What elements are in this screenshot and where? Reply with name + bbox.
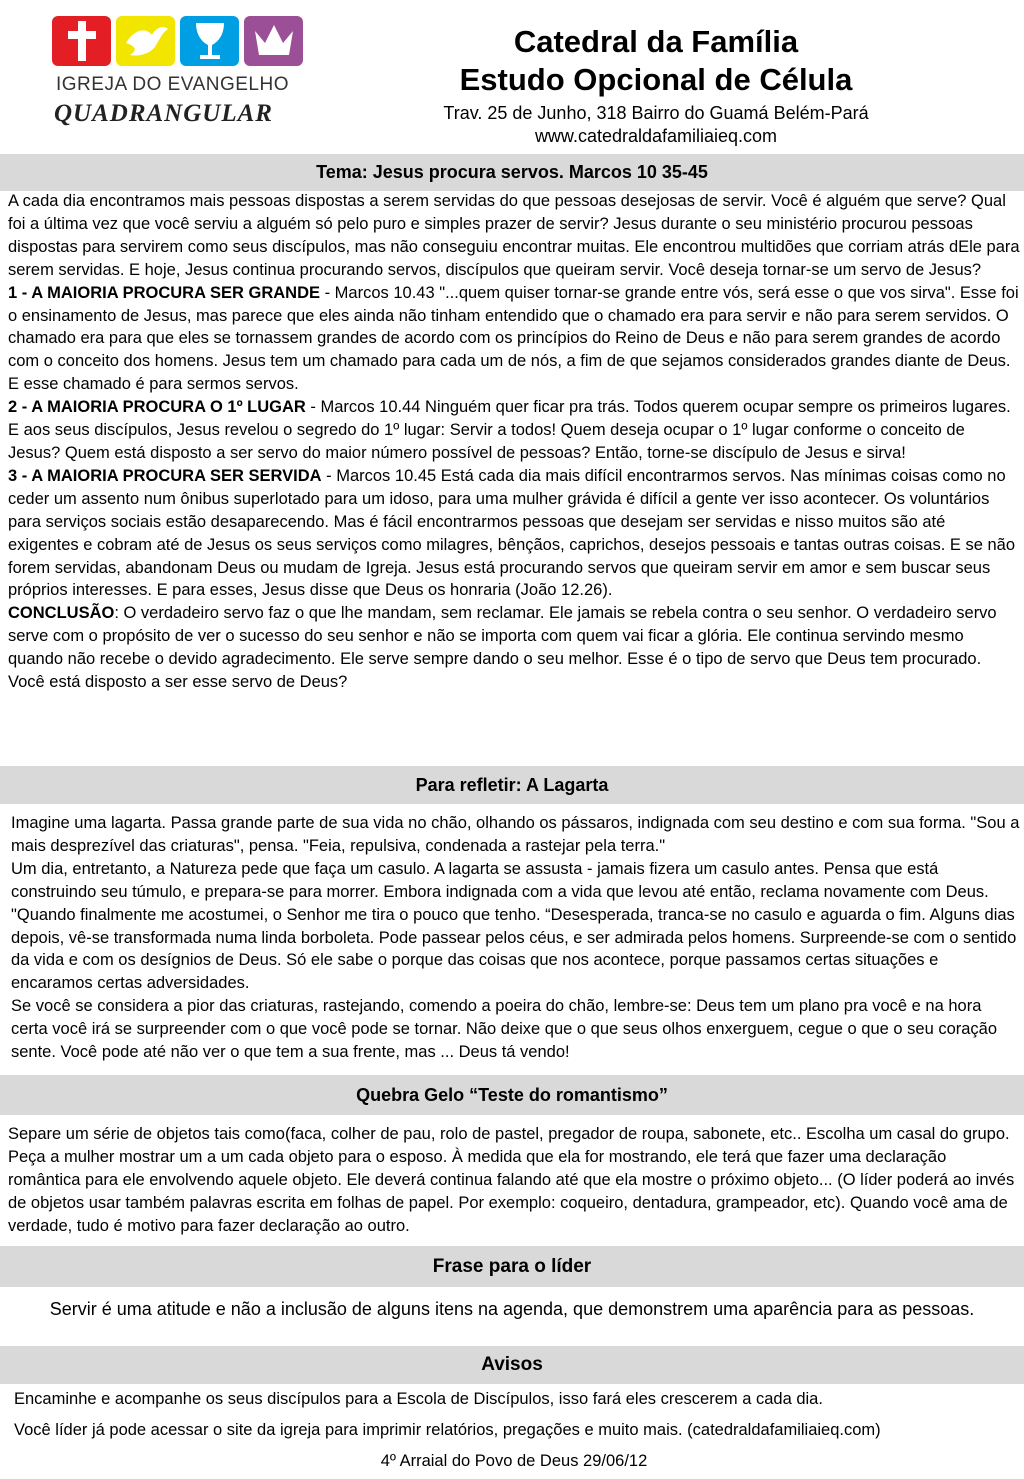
logo-line1: IGREJA DO EVANGELHO — [56, 74, 289, 95]
tema-intro: A cada dia encontramos mais pessoas dispostas a serem servidas do que pessoas desejosas de servir. Você é alguém que serve? Qual foi a última vez que você serviu a alguém só pelo puro e simples prazer de servir? Jesus durante o seu ministério procurou pessoas dispostas para servirem como seus discípulos, mas não conseguiu encontrar muitas. Ele encontrou multidões que corriam atrás dEle para serem servidas. E hoje, Jesus continua procurando servos, discípulos que queiram servir. Você deseja tornar-se um servo de Jesus? — [8, 192, 1020, 279]
quebra-gelo-heading: Quebra Gelo “Teste do romantismo” — [0, 1074, 1024, 1115]
point-2 — [8, 396, 1020, 465]
logo-icons — [52, 16, 308, 66]
point-1 — [8, 282, 1020, 397]
page-title: Catedral da Família — [513, 24, 799, 59]
website: www.catedraldafamiliaieq.com — [534, 126, 778, 146]
frase-heading: Frase para o líder — [0, 1245, 1024, 1287]
page-subtitle: Estudo Opcional de Célula — [459, 62, 853, 97]
tema-body — [8, 190, 1020, 694]
quebra-gelo-body — [8, 1123, 1020, 1238]
point-2-text: - Marcos 10.44 Ninguém quer ficar pra trás. Todos querem ocupar sempre os primeiros lugares. E aos seus discípulos, Jesus revelou o segredo do 1º lugar: Servir a todos! Quem deseja ocupar o 1º lugar conforme o conceito de Jesus? Quem está disposto a ser servo do maior número possível de pessoas? Então, torne-se discípulo de Jesus e sirva! — [8, 398, 1011, 462]
dove-icon — [116, 16, 175, 66]
quebra-gelo-text: Separe um série de objetos tais como(faca, colher de pau, rolo de pastel, pregador de roupa, sabonete, etc.. Escolha um casal do grupo. Peça a mulher mostrar um a um cada objeto para o esposo. À medida que ela for mostrando, ele terá que fazer uma declaração romântica para ele envolvendo aquele objeto. Ele deverá continua falando até que ela mostre o próximo objeto... (O líder poderá ao invés de objetos usar também palavras escrita em folhas de papel. Por exemplo: coqueiro, dentadura, grampeador, etc). Quando você ama de verdade, tudo é motivo para fazer declaração ao outro. — [8, 1125, 1015, 1235]
point-1-title: 1 - A MAIORIA PROCURA SER GRANDE — [8, 283, 320, 302]
point-3-text: - Marcos 10.45 Está cada dia mais difícil encontrarmos servos. Nas mínimas coisas como no ceder um assento num ônibus superlotado para um idoso, para uma mulher grávida é difícil a gente ver isso acontecer. Os voluntários para serviços sociais estão desaparecendo. Mas é fácil encontrarmos pessoas que desejam ser servidas e nisso muitos são até exigentes e cobram até de Jesus os seus serviços como milagres, bênçãos, caprichos, desejos pessoais e tantas outras coisas. E se não forem servidas, abandonam Deus ou mudam de Igreja. Jesus está procurando servos que queiram servir em amor e sem buscar seus próprios interesses. E para esses, Jesus disse que Deus os honraria (João 12.26). — [8, 466, 1016, 600]
aviso-item-3: 4º Arraial do Povo de Deus 29/06/12 — [380, 1452, 648, 1470]
refletir-paragraph-3: Se você se considera a pior das criaturas, rastejando, comendo a poeira do chão, lembre-se: Deus tem um plano pra você e na hora certa você irá se surpreender com o que você pode se tornar. Não deixe que o que seus olhos enxerguem, cegue o que o seu coração sente. Você pode até não ver o que tem a sua frente, mas ... Deus tá vendo! — [11, 997, 998, 1062]
refletir-heading: Para refletir: A Lagarta — [0, 765, 1024, 804]
aviso-item-2: Você líder já pode acessar o site da igreja para imprimir relatórios, pregações e muito mais. (catedraldafamiliaieq.com) — [14, 1421, 881, 1439]
tema-heading: Tema: Jesus procura servos. Marcos 10 35-45 — [0, 153, 1024, 191]
point-1-text: - Marcos 10.43 "...quem quiser tornar-se grande entre vós, será esse o que vos sirva". Esse foi o ensinamento de Jesus, mas parece que eles ainda não tinham entendido que o chamado era para servir e não para serem servidos. O chamado era para que eles se tornassem grandes de acordo com os princípios do Reino de Deus e não para serem grandes de acordo com o conceito dos homens. Jesus tem um chamado para cada um de nós, a fim de que sejamos considerados grandes diante de Deus. E esse chamado é para sermos servos. — [8, 283, 1019, 394]
refletir-body — [11, 812, 1021, 1064]
cross-icon — [52, 16, 111, 66]
title-block — [380, 24, 932, 147]
refletir-paragraph-2: Um dia, entretanto, a Natureza pede que faça um casulo. A lagarta se assusta - jamais fizera um casulo antes. Pensa que está construindo seu túmulo, e prepara-se para morrer. Embora indignada com a vida que levou até então, reclama novamente com Deus. "Quando finalmente me acostumei, o Senhor me tira o pouco que tenho. “Desesperada, tranca-se no casulo e aguarda o fim. Alguns dias depois, vê-se transformada numa linda borboleta. Pode passear pelos céus, e ser admirada pelos homens. Surpreende-se com o sentido da vida e com os desígnios de Deus. Só ele sabe o porque das coisas que nos acontece, porque passamos certas situações e encaramos certas adversidades. — [11, 859, 1017, 993]
aviso-item-1: Encaminhe e acompanhe os seus discípulos para a Escola de Discípulos, isso fará eles crescerem a cada dia. — [14, 1390, 823, 1408]
point-3-title: 3 - A MAIORIA PROCURA SER SERVIDA — [8, 466, 322, 485]
crown-icon — [244, 16, 303, 66]
address: Trav. 25 de Junho, 318 Bairro do Guamá Belém-Pará — [443, 103, 869, 123]
frase-text: Servir é uma atitude e não a inclusão de alguns itens na agenda, que demonstrem uma aparência para as pessoas. — [49, 1299, 975, 1319]
page-header — [0, 0, 1024, 153]
point-2-title: 2 - A MAIORIA PROCURA O 1º LUGAR — [8, 398, 306, 417]
point-3 — [8, 465, 1020, 602]
church-logo — [52, 16, 308, 128]
chalice-icon — [180, 16, 239, 66]
conclusion — [8, 602, 1020, 694]
logo-line2: QUADRANGULAR — [54, 100, 273, 127]
conclusion-title: CONCLUSÃO — [8, 604, 115, 623]
refletir-paragraph-1: Imagine uma lagarta. Passa grande parte de sua vida no chão, olhando os pássaros, indignada com seu destino e com sua forma. "Sou a mais desprezível das criaturas", pensa. "Feia, repulsiva, condenada a rastejar pela terra." — [11, 814, 1020, 855]
conclusion-text: : O verdadeiro servo faz o que lhe mandam, sem reclamar. Ele jamais se rebela contra o seu senhor. O verdadeiro servo serve com o propósito de ver o sucesso do seu senhor e não se importa com quem vai ficar a glória. Ele continua servindo mesmo quando não recebe o devido agradecimento. Ele serve sempre dando o seu melhor. Esse é o tipo de servo que Deus tem procurado. Você está disposto a ser esse servo de Deus? — [8, 604, 997, 692]
avisos-heading: Avisos — [0, 1345, 1024, 1384]
avisos-body — [14, 1387, 1014, 1473]
frase-body — [12, 1297, 1012, 1321]
